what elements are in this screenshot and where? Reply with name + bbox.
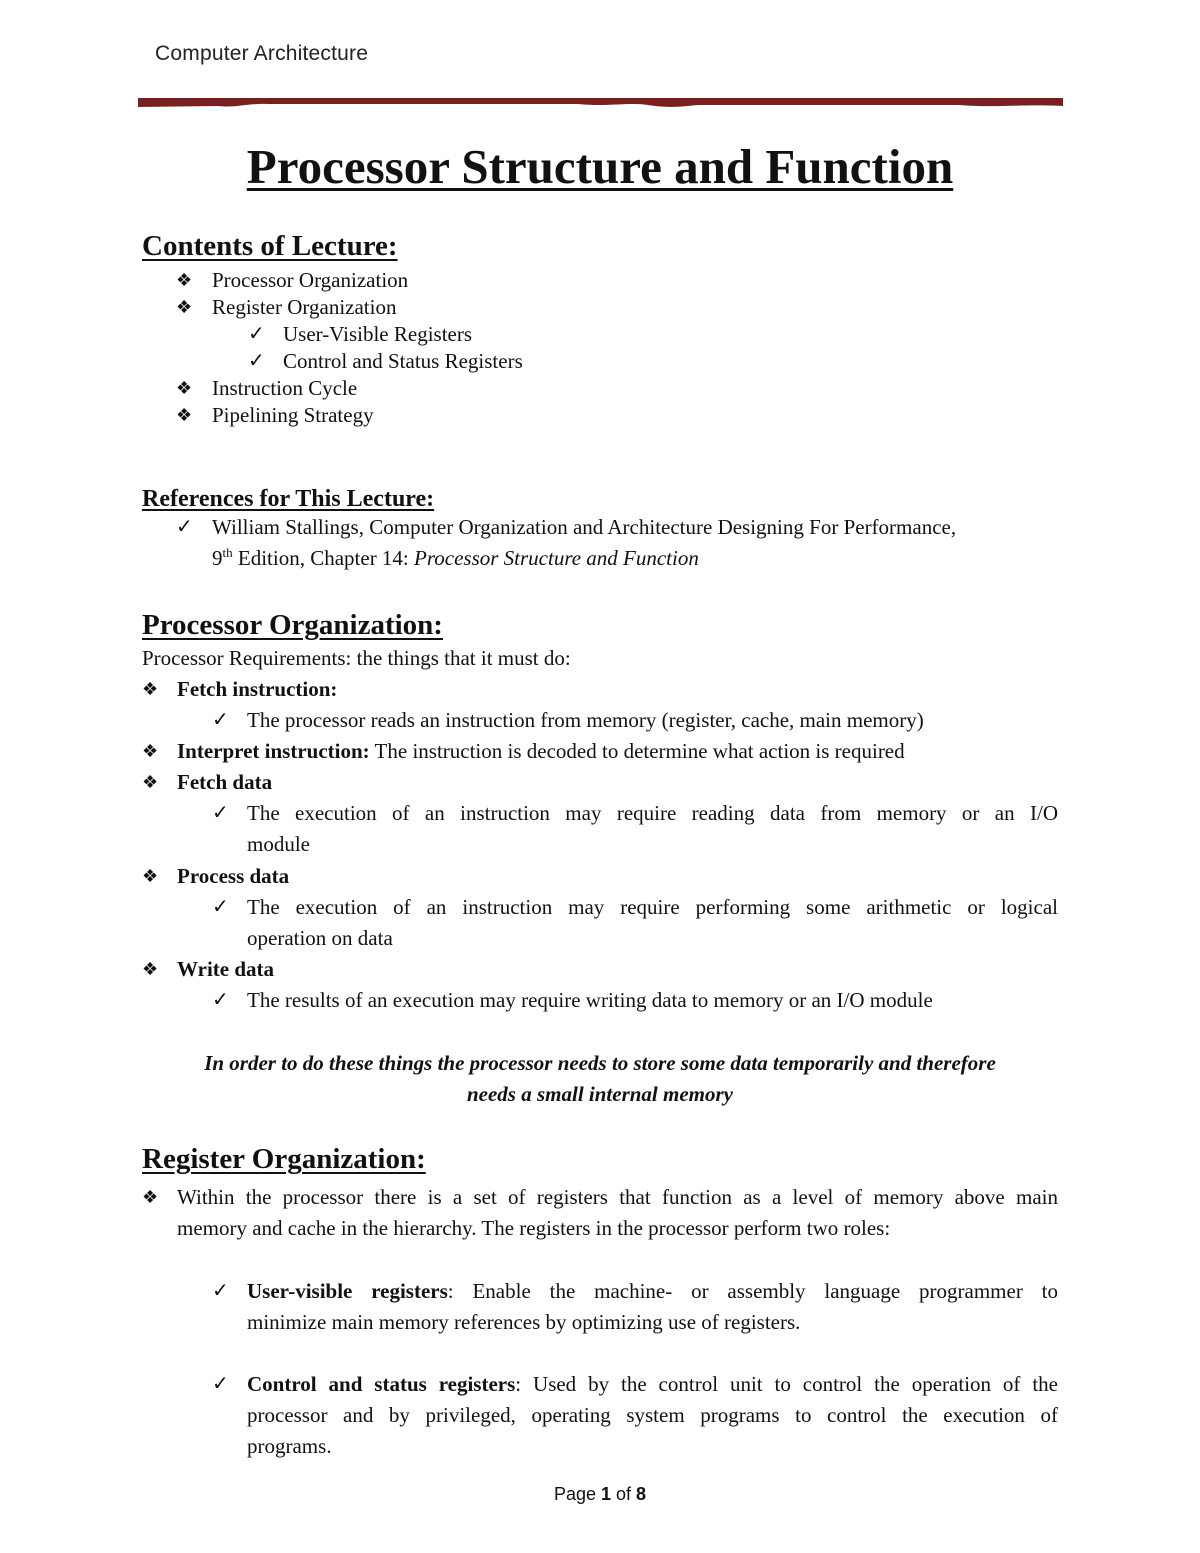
user-visible-registers-line: User-visible registers: Enable the machine- or assembly language programmer to bbox=[247, 1279, 1058, 1303]
register-organization-heading: Register Organization: bbox=[142, 1143, 426, 1175]
page-footer: Page 1 of 8 bbox=[553, 1484, 647, 1504]
fetch-data-detail-cont: module bbox=[247, 832, 310, 856]
edition-superscript: th bbox=[222, 545, 233, 560]
edition-number: 9 bbox=[212, 546, 223, 570]
user-visible-registers-label: User-visible registers bbox=[247, 1279, 448, 1303]
check-bullet-icon: ✓ bbox=[212, 989, 229, 1011]
control-status-registers-line: Control and status registers: Used by the control unit to control the operation of the bbox=[247, 1372, 1058, 1396]
fetch-instruction-label: Fetch instruction: bbox=[177, 677, 338, 701]
interpret-instruction-detail: The instruction is decoded to determine what action is required bbox=[369, 739, 905, 763]
contents-item: Instruction Cycle bbox=[212, 376, 358, 400]
diamond-bullet-icon: ❖ bbox=[142, 772, 159, 792]
fetch-data-label: Fetch data bbox=[177, 770, 273, 794]
check-bullet-icon: ✓ bbox=[212, 1280, 229, 1302]
memory-note-line2: needs a small internal memory bbox=[466, 1082, 733, 1106]
contents-item: Pipelining Strategy bbox=[212, 403, 374, 427]
diamond-bullet-icon: ❖ bbox=[142, 679, 159, 699]
process-data-detail: The execution of an instruction may require performing some arithmetic or logical bbox=[247, 895, 1058, 919]
diamond-bullet-icon: ❖ bbox=[176, 297, 193, 317]
register-intro-cont: memory and cache in the hierarchy. The registers in the processor perform two roles: bbox=[177, 1216, 891, 1240]
check-bullet-icon: ✓ bbox=[248, 350, 265, 372]
diamond-bullet-icon: ❖ bbox=[142, 866, 159, 886]
check-bullet-icon: ✓ bbox=[212, 802, 229, 824]
fetch-data-detail: The execution of an instruction may require reading data from memory or an I/O bbox=[247, 801, 1058, 825]
reference-edition bbox=[212, 543, 699, 574]
user-visible-registers-cont: minimize main memory references by optimizing use of registers. bbox=[247, 1310, 801, 1334]
control-status-registers-cont: processor and by privileged, operating system programs to control the execution of bbox=[247, 1403, 1058, 1427]
check-bullet-icon: ✓ bbox=[248, 323, 265, 345]
control-status-registers-end: programs. bbox=[247, 1434, 332, 1458]
header-rule bbox=[138, 97, 1063, 109]
interpret-instruction-label: Interpret instruction: bbox=[177, 739, 370, 763]
processor-organization-heading: Processor Organization: bbox=[142, 609, 443, 641]
contents-item: Register Organization bbox=[212, 295, 397, 319]
contents-item: Processor Organization bbox=[212, 268, 409, 292]
chapter-title: Processor Structure and Function bbox=[414, 546, 699, 570]
contents-heading: Contents of Lecture: bbox=[142, 230, 398, 262]
process-data-label: Process data bbox=[177, 864, 290, 888]
reference-line: William Stallings, Computer Organization and Architecture Designing For Performance, bbox=[212, 515, 957, 539]
total-pages: 8 bbox=[636, 1484, 647, 1504]
interpret-instruction-line bbox=[177, 736, 905, 767]
references-heading: References for This Lecture: bbox=[142, 486, 435, 512]
fetch-instruction-detail: The processor reads an instruction from memory (register, cache, main memory) bbox=[247, 708, 924, 732]
contents-subitem: User-Visible Registers bbox=[283, 322, 473, 346]
diamond-bullet-icon: ❖ bbox=[142, 1187, 159, 1207]
check-bullet-icon: ✓ bbox=[212, 896, 229, 918]
page-title: Processor Structure and Function bbox=[246, 139, 954, 194]
edition-text: Edition, Chapter 14: bbox=[232, 546, 415, 570]
diamond-bullet-icon: ❖ bbox=[176, 270, 193, 290]
check-bullet-icon: ✓ bbox=[212, 709, 229, 731]
control-status-registers-label: Control and status registers bbox=[247, 1372, 516, 1396]
diamond-bullet-icon: ❖ bbox=[176, 378, 193, 398]
process-data-detail-cont: operation on data bbox=[247, 926, 393, 950]
processor-requirements-intro: Processor Requirements: the things that it must do: bbox=[142, 646, 571, 670]
check-bullet-icon: ✓ bbox=[176, 516, 193, 538]
contents-subitem: Control and Status Registers bbox=[283, 349, 523, 373]
check-bullet-icon: ✓ bbox=[212, 1373, 229, 1395]
write-data-detail: The results of an execution may require writing data to memory or an I/O module bbox=[247, 988, 933, 1012]
running-header: Computer Architecture bbox=[155, 42, 369, 65]
diamond-bullet-icon: ❖ bbox=[142, 959, 159, 979]
register-intro: Within the processor there is a set of registers that function as a level of memory above main bbox=[177, 1185, 1058, 1209]
write-data-label: Write data bbox=[177, 957, 275, 981]
page-number: 1 bbox=[601, 1484, 612, 1504]
diamond-bullet-icon: ❖ bbox=[142, 741, 159, 761]
memory-note-line1: In order to do these things the processor needs to store some data temporarily and therefore bbox=[204, 1051, 996, 1075]
diamond-bullet-icon: ❖ bbox=[176, 405, 193, 425]
